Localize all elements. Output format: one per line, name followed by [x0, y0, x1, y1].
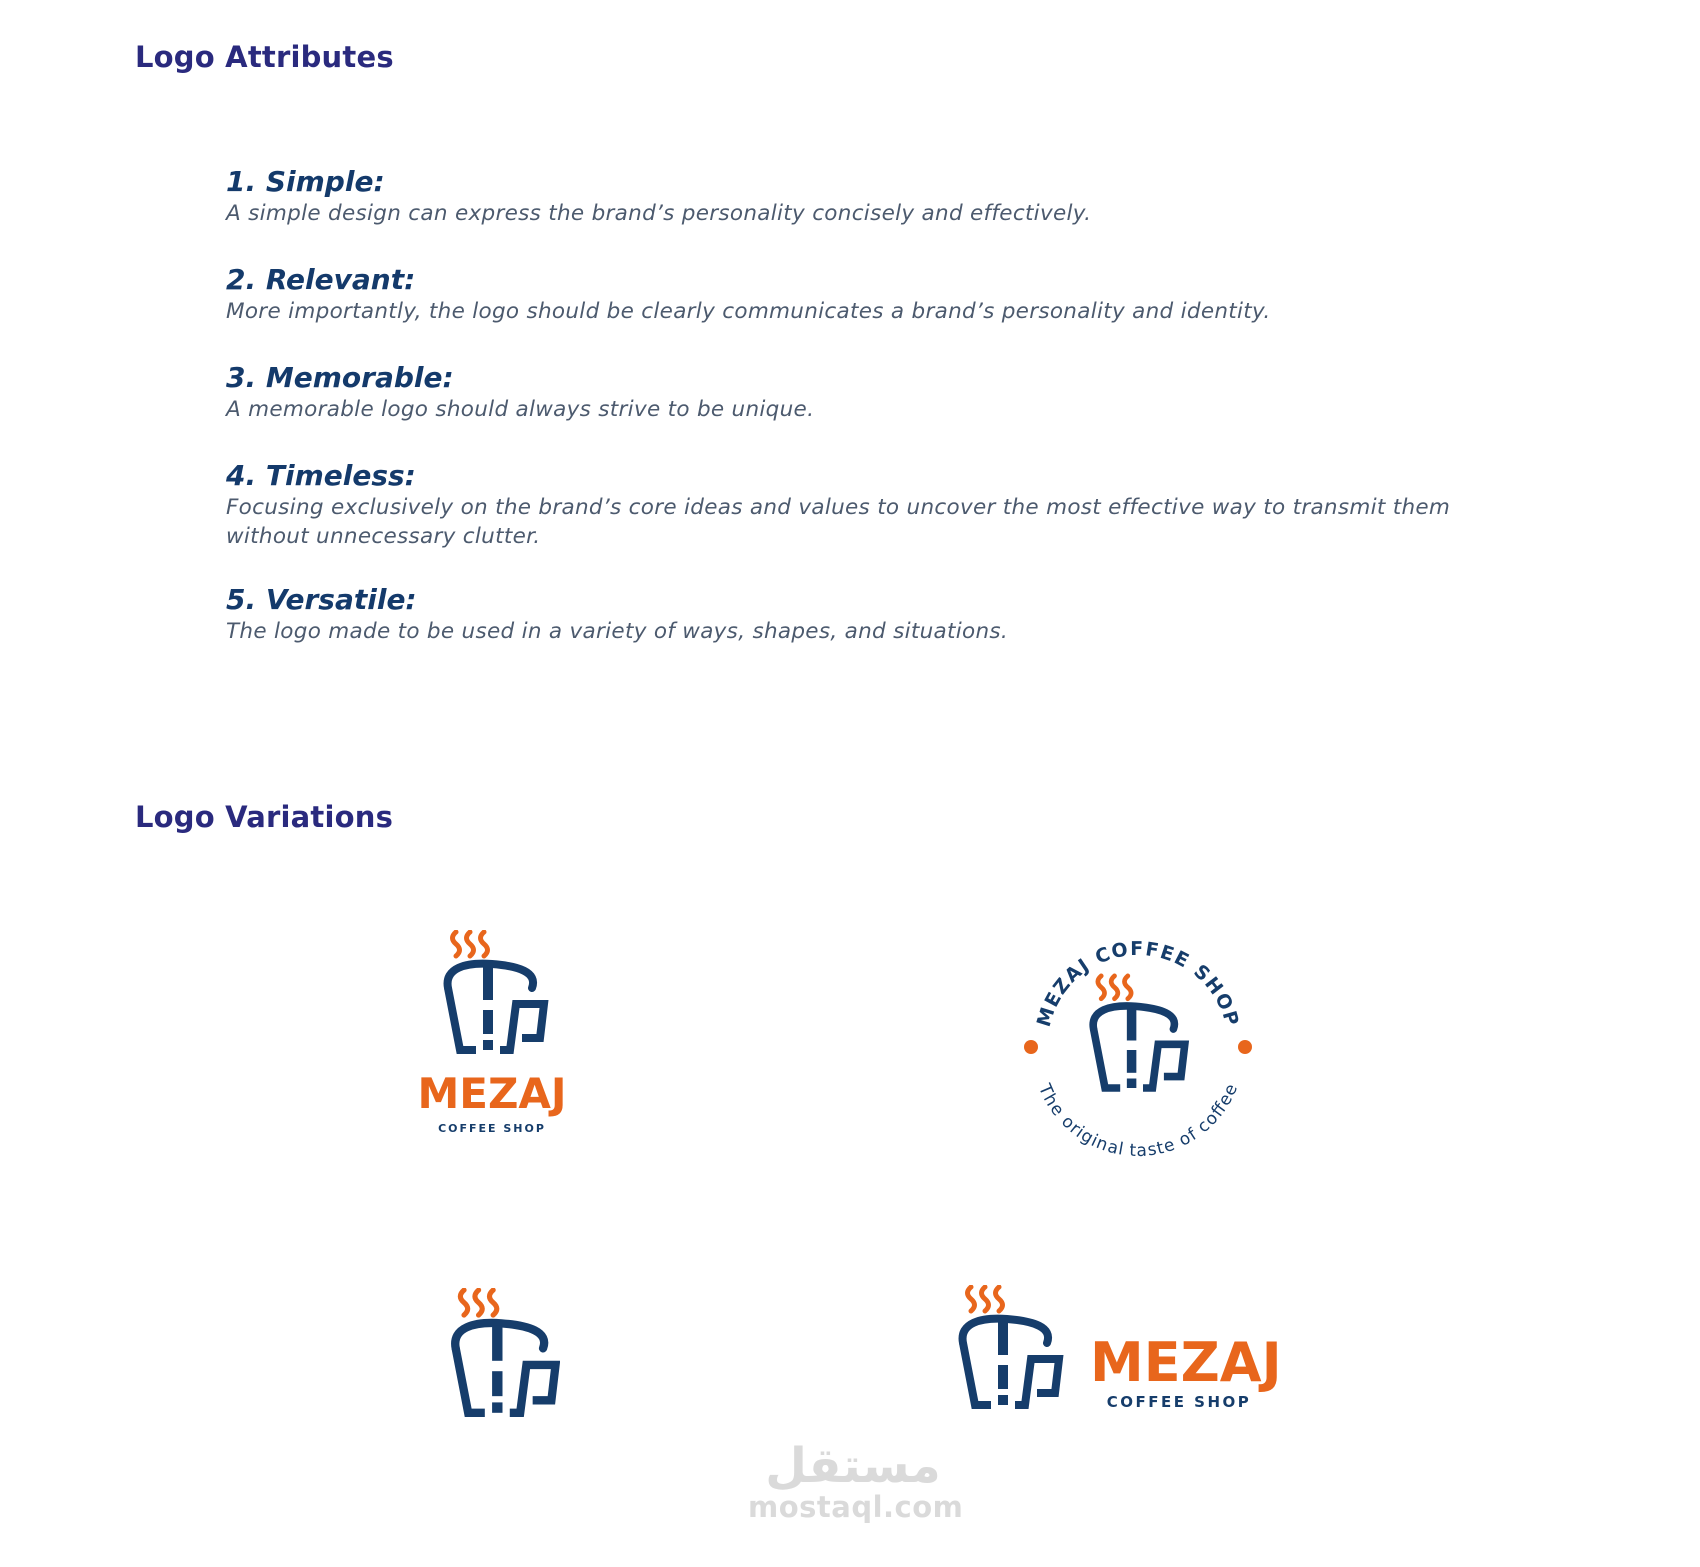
- badge-top-text: MEZAJ COFFEE SHOP: [1032, 937, 1244, 1030]
- attribute-item: [226, 263, 1546, 361]
- badge-dot-right: [1238, 1040, 1252, 1054]
- logo-primary-stacked: [405, 930, 580, 1140]
- cup-horizontal-icon: [955, 1285, 1305, 1420]
- mostaql-watermark: [748, 1438, 964, 1524]
- attribute-description: Focusing exclusively on the brand’s core ideas and values to uncover the most effective way to transmit them without unnecessary clutter.: [226, 495, 1451, 549]
- attribute-title: 5. Versatile:: [226, 583, 417, 616]
- attribute-description: A memorable logo should always strive to be unique.: [226, 397, 815, 422]
- watermark-latin-text: mostaql.com: [748, 1490, 964, 1524]
- attribute-description: A simple design can express the brand’s personality concisely and effectively.: [226, 201, 1092, 226]
- logo-wordmark: MEZAJ: [417, 1069, 567, 1118]
- svg-text:MEZAJ COFFEE SHOP: [1033, 938, 1243, 1029]
- logo-tagline: COFFEE SHOP: [1106, 1393, 1252, 1411]
- attributes-list: [226, 165, 1546, 646]
- attribute-item: [226, 583, 1546, 646]
- attribute-item: [226, 361, 1546, 459]
- logo-attributes-heading: Logo Attributes: [135, 40, 394, 74]
- logo-symbol-only: [445, 1288, 560, 1418]
- attribute-description: More importantly, the logo should be clearly communicates a brand’s personality and identity.: [226, 299, 1271, 324]
- attribute-title: 2. Relevant:: [226, 263, 416, 296]
- logo-tagline: COFFEE SHOP: [438, 1122, 546, 1135]
- attribute-description: The logo made to be used in a variety of ways, shapes, and situations.: [226, 619, 1009, 644]
- attribute-title: 4. Timeless:: [226, 459, 416, 492]
- logo-circular-badge: [1018, 930, 1258, 1170]
- cup-symbol-icon: [445, 1288, 560, 1418]
- badge-bottom-text: The original taste of coffee: [1033, 1081, 1242, 1162]
- attribute-title: 1. Simple:: [226, 165, 385, 198]
- watermark-arabic-text: مستقل: [765, 1438, 941, 1494]
- logo-horizontal: [955, 1285, 1305, 1420]
- attribute-item: [226, 459, 1546, 583]
- attribute-title: 3. Memorable:: [226, 361, 454, 394]
- logo-wordmark: MEZAJ: [1090, 1331, 1282, 1394]
- logo-variations-heading: Logo Variations: [135, 800, 394, 834]
- attribute-item: [226, 165, 1546, 263]
- badge-dot-left: [1024, 1040, 1038, 1054]
- svg-text:The original taste of coffee: [1034, 1080, 1242, 1161]
- cup-logo-icon: [405, 930, 580, 1140]
- badge-logo-icon: [1018, 930, 1258, 1170]
